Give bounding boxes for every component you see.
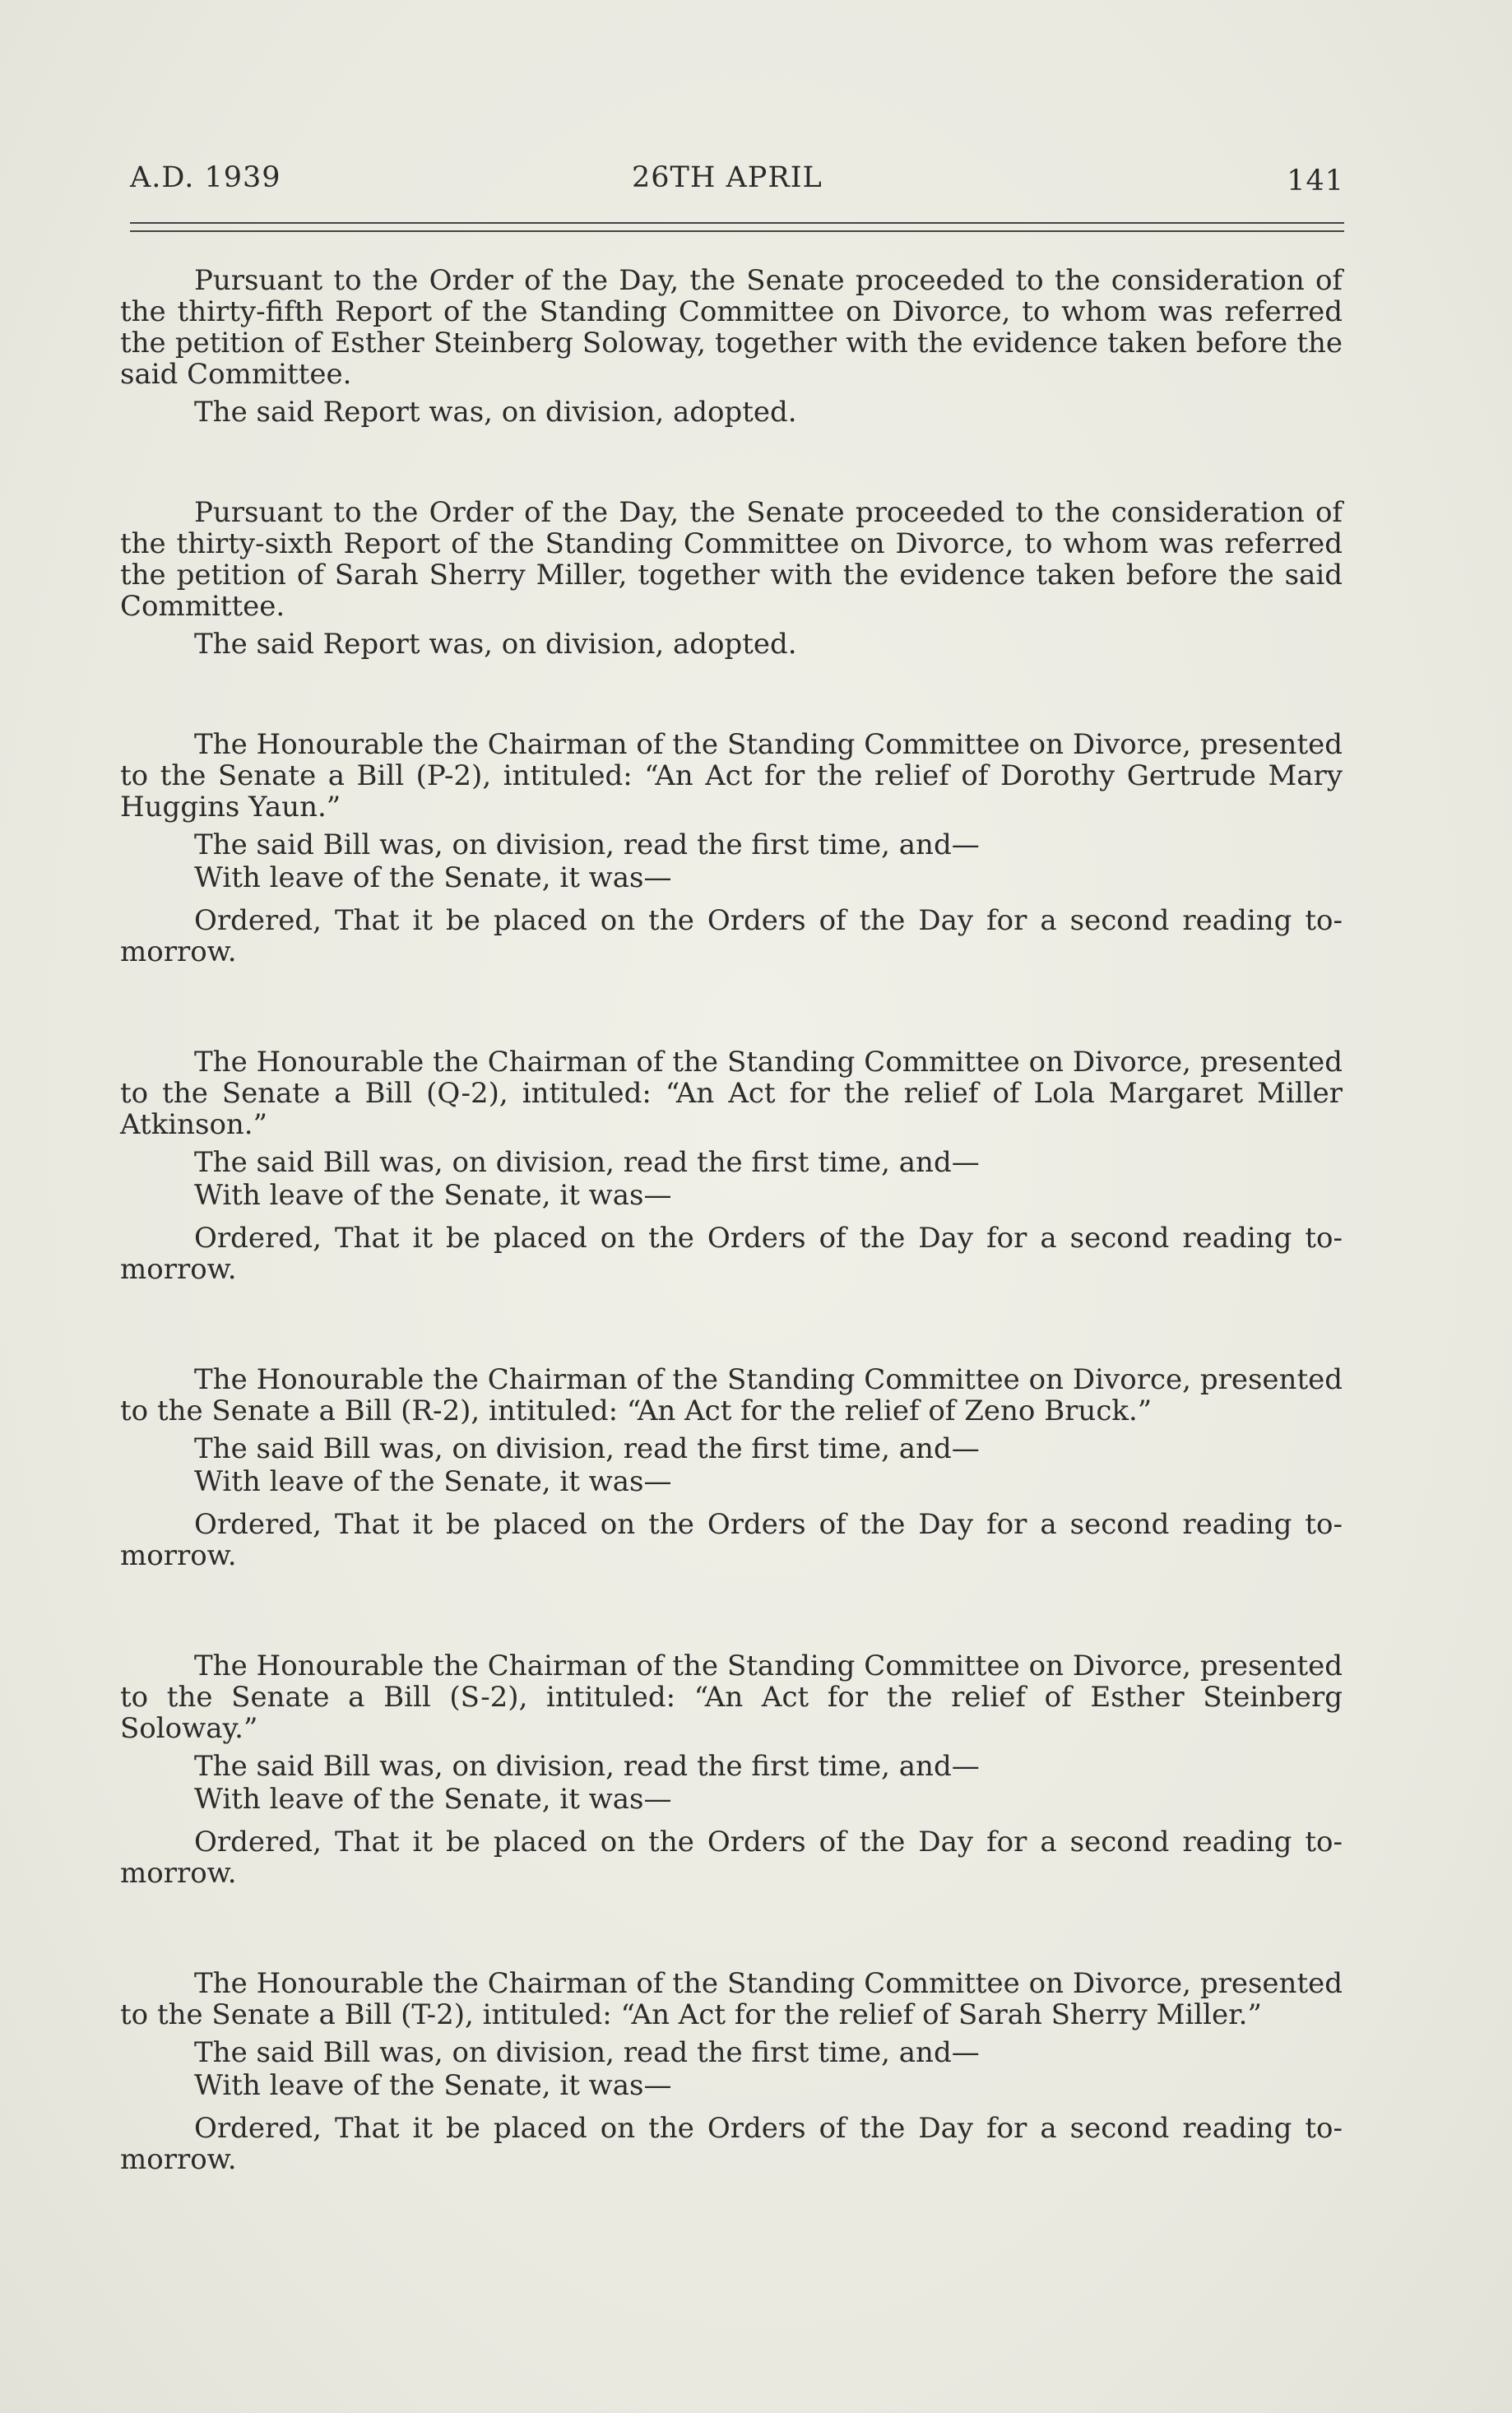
bill-entry	[120, 1968, 1343, 2175]
bill-entry	[120, 1650, 1343, 1889]
header-year: A.D. 1939	[130, 161, 281, 194]
bill-presented: The Honourable the Chairman of the Standing Committee on Divorce, presented to the Senate a Bill (Q-2), intituled: “An Act for the relief of Lola Margaret Miller Atkinson.”	[120, 1046, 1343, 1141]
header-rule-bottom	[130, 230, 1344, 232]
bill-leave: With leave of the Senate, it was—	[194, 1465, 672, 1498]
bill-leave: With leave of the Senate, it was—	[194, 2069, 672, 2102]
bill-ordered: Ordered, That it be placed on the Orders of the Day for a second reading to-morrow.	[120, 1222, 1343, 1286]
bill-leave: With leave of the Senate, it was—	[194, 1179, 672, 1212]
header-date: 26TH APRIL	[632, 161, 823, 194]
bill-entry	[120, 1046, 1343, 1285]
bill-first-reading: The said Bill was, on division, read the first time, and—	[194, 1146, 980, 1179]
bill-first-reading: The said Bill was, on division, read the first time, and—	[194, 828, 980, 861]
page-header	[130, 161, 1344, 202]
bill-entry	[120, 729, 1343, 968]
page-number: 141	[1287, 165, 1344, 197]
report-paragraph: Pursuant to the Order of the Day, the Senate proceeded to the consideration of the thirty-sixth Report of the Standing Committee on Divorce, to whom was referred the petition of Sarah Sherry Miller, together with the evidence taken before the said Committee.	[120, 496, 1343, 623]
bill-ordered: Ordered, That it be placed on the Orders of the Day for a second reading to-morrow.	[120, 1508, 1343, 1572]
report-result: The said Report was, on division, adopted.	[194, 396, 797, 429]
bill-presented: The Honourable the Chairman of the Standing Committee on Divorce, presented to the Senate a Bill (P-2), intituled: “An Act for the relief of Dorothy Gertrude Mary Huggins Yaun.”	[120, 728, 1343, 824]
bill-entry	[120, 1364, 1343, 1571]
bill-ordered: Ordered, That it be placed on the Orders of the Day for a second reading to-morrow.	[120, 1826, 1343, 1890]
report-result: The said Report was, on division, adopted.	[194, 628, 797, 661]
bill-ordered: Ordered, That it be placed on the Orders of the Day for a second reading to-morrow.	[120, 2112, 1343, 2176]
report-entry	[120, 265, 1343, 428]
bill-presented: The Honourable the Chairman of the Standing Committee on Divorce, presented to the Senate a Bill (T-2), intituled: “An Act for the relief of Sarah Sherry Miller.”	[120, 1967, 1343, 2031]
journal-body	[120, 265, 1343, 2254]
bill-leave: With leave of the Senate, it was—	[194, 1783, 672, 1816]
bill-first-reading: The said Bill was, on division, read the first time, and—	[194, 2036, 980, 2069]
bill-first-reading: The said Bill was, on division, read the first time, and—	[194, 1750, 980, 1783]
bill-ordered: Ordered, That it be placed on the Orders of the Day for a second reading to-morrow.	[120, 904, 1343, 968]
bill-first-reading: The said Bill was, on division, read the first time, and—	[194, 1432, 980, 1465]
bill-presented: The Honourable the Chairman of the Standing Committee on Divorce, presented to the Senate a Bill (R-2), intituled: “An Act for the relief of Zeno Bruck.”	[120, 1363, 1343, 1427]
header-rule-top	[130, 222, 1344, 224]
bill-presented: The Honourable the Chairman of the Standing Committee on Divorce, presented to the Senate a Bill (S-2), intituled: “An Act for the relief of Esther Steinberg Soloway.”	[120, 1650, 1343, 1745]
report-paragraph: Pursuant to the Order of the Day, the Senate proceeded to the consideration of the thirty-fifth Report of the Standing Committee on Divorce, to whom was referred the petition of Esther Steinberg Soloway, together with the evidence taken before the said Committee.	[120, 264, 1343, 391]
bill-leave: With leave of the Senate, it was—	[194, 861, 672, 894]
report-entry	[120, 497, 1343, 660]
